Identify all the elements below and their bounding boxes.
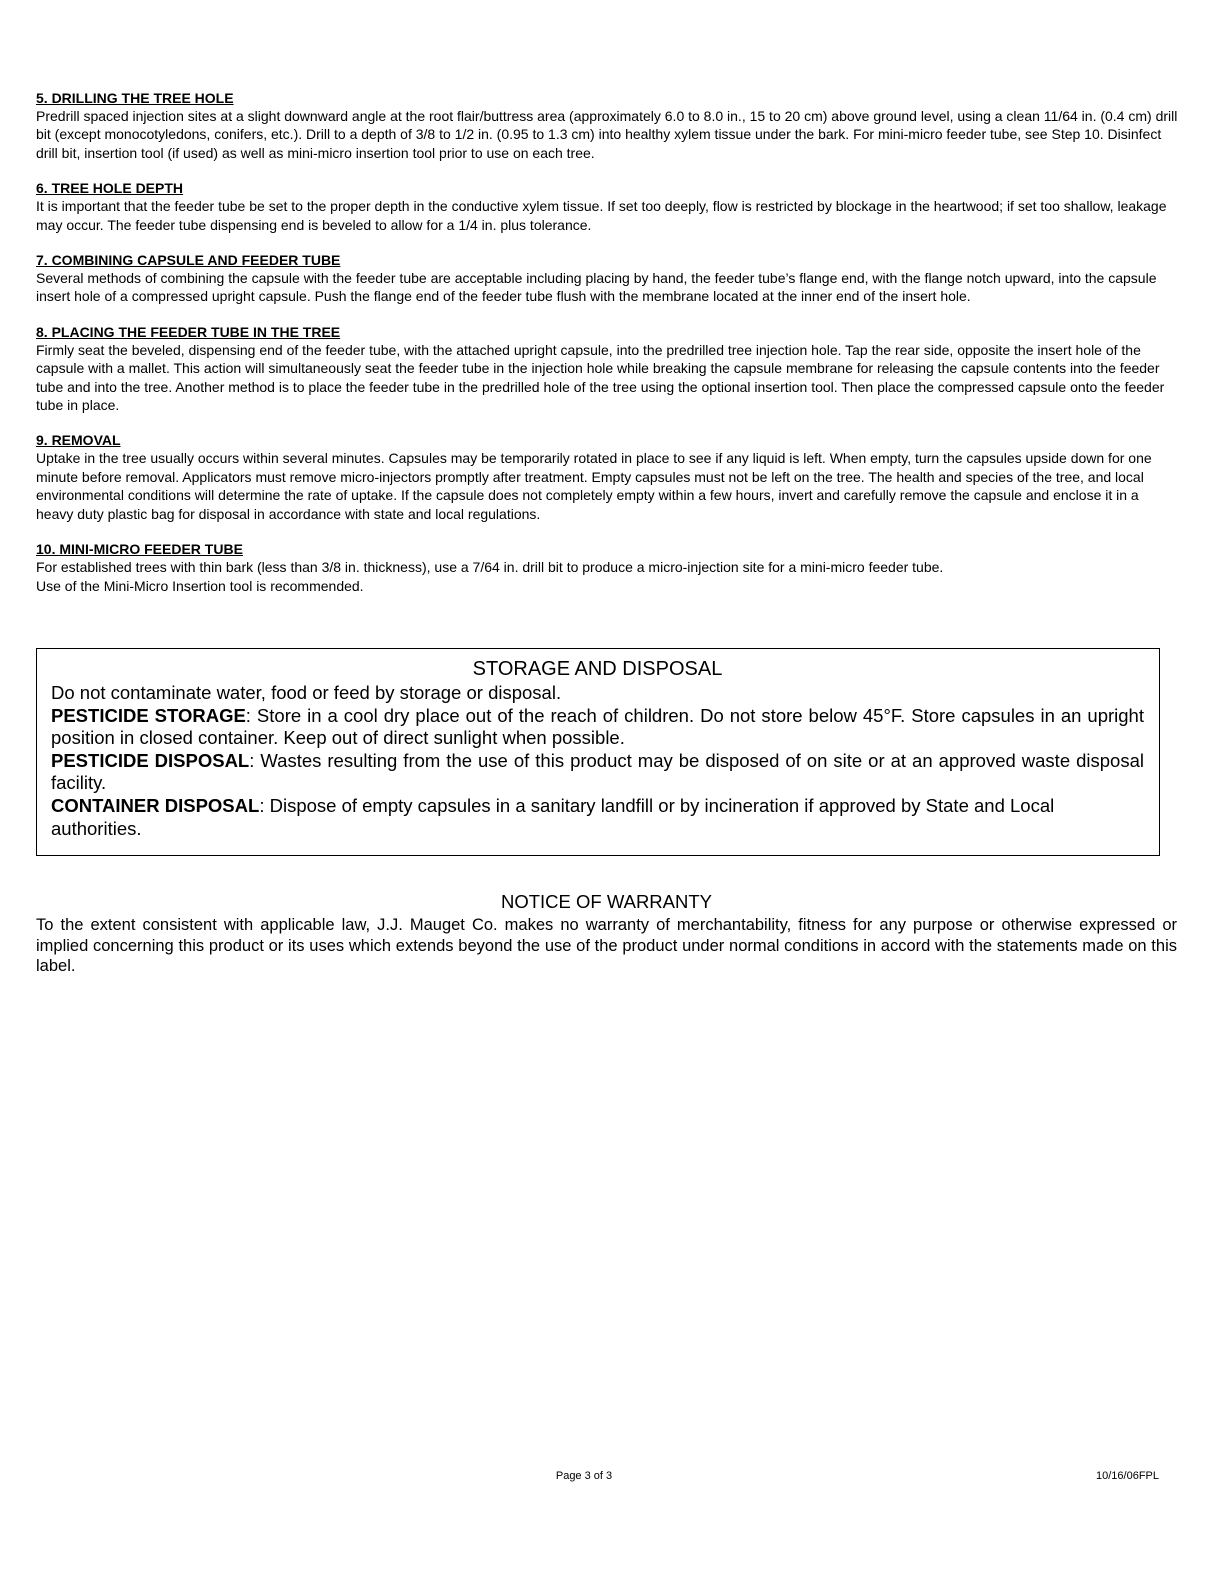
document-code: 10/16/06FPL [1096, 1470, 1159, 1482]
warranty-text: To the extent consistent with applicable law, J.J. Mauget Co. makes no warranty of merchantability, fitness for any purpose or otherwise expressed or implied concerning this product or its uses which extends beyond the use of the product under normal conditions in accord with the statements made on this label. [36, 916, 1177, 976]
step-drilling [36, 89, 1178, 162]
step-placing [36, 323, 1178, 415]
container-disposal [51, 795, 1144, 840]
step-body: It is important that the feeder tube be set to the proper depth in the conductive xylem tissue. If set too deeply, flow is restricted by blockage in the heartwood; if set too shallow, leakage may occur. The feeder tube dispensing end is beveled to allow for a 1/4 in. plus tolerance. [36, 198, 1167, 233]
container-disposal-text: : Dispose of empty capsules in a sanitary landfill or by incineration if approved by State and Local authorities. [51, 794, 1055, 839]
pesticide-storage-text: : Store in a cool dry place out of the reach of children. Do not store below 45°F. Store capsules in an upright position in closed container. Keep out of direct sunlight when possible. [51, 704, 1144, 749]
page-number-text: Page 3 of 3 [555, 1470, 613, 1482]
storage-heading: STORAGE AND DISPOSAL [472, 658, 723, 680]
step-body: Uptake in the tree usually occurs within several minutes. Capsules may be temporarily rotated in place to see if any liquid is left. When empty, turn the capsules upside down for one minute before removal. Applicators must remove micro-injectors promptly after treatment. Empty capsules must not be left on the tree. The health and species of the tree, and local environmental conditions will determine the rate of uptake. If the capsule does not completely empty within a few hours, invert and carefully remove the capsule and enclose it in a heavy duty plastic bag for disposal in accordance with state and local regulations. [36, 450, 1152, 522]
step-body: For established trees with thin bark (less than 3/8 in. thickness), use a 7/64 in. drill bit to produce a micro-injection site for a mini-micro feeder tube. [36, 559, 944, 576]
pesticide-storage-label: PESTICIDE STORAGE [51, 704, 246, 726]
step-title: 9. REMOVAL [36, 432, 121, 449]
step-title: 5. DRILLING THE TREE HOLE [36, 90, 234, 106]
step-title: 8. PLACING THE FEEDER TUBE IN THE TREE [36, 323, 341, 340]
step-title: 7. COMBINING CAPSULE AND FEEDER TUBE [36, 252, 341, 269]
step-body: Predrill spaced injection sites at a slight downward angle at the root flair/buttress area (approximately 6.0 to 8.0 in., 15 to 20 cm) above ground level, using a clean 11/64 in. (0.4 cm) drill bit (except monocotyledons, conifers, etc.). Drill to a depth of 3/8 to 1/2 in. (0.95 to 1.3 cm) into healthy xylem tissue under the bark. For mini-micro feeder tube, see Step 10. Disinfect drill bit, insertion tool (if used) as well as mini-micro insertion tool prior to use on each tree. [36, 108, 1178, 161]
pesticide-storage [51, 705, 1144, 750]
pesticide-disposal [51, 750, 1144, 795]
step-title: 6. TREE HOLE DEPTH [36, 180, 184, 197]
container-disposal-label: CONTAINER DISPOSAL [51, 794, 260, 816]
storage-disposal-box [36, 648, 1160, 856]
step-body: Several methods of combining the capsule with the feeder tube are acceptable including placing by hand, the feeder tube’s flange end, with the flange notch upward, into the capsule insert hole of a compressed upright capsule. Push the flange end of the feeder tube flush with the membrane located at the inner end of the insert hole. [36, 270, 1157, 305]
step-hole-depth [36, 179, 1178, 234]
step-removal [36, 431, 1178, 523]
step-title: 10. MINI-MICRO FEEDER TUBE [36, 541, 243, 558]
pesticide-disposal-label: PESTICIDE DISPOSAL [51, 749, 250, 771]
warranty-heading: NOTICE OF WARRANTY [500, 891, 713, 912]
step-body: Firmly seat the beveled, dispensing end of the feeder tube, with the attached upright capsule, into the predrilled tree injection hole. Tap the rear side, opposite the insert hole of the capsule with a mallet. This action will simultaneously seat the feeder tube in the injection hole while breaking the capsule membrane for releasing the capsule contents into the feeder tube and into the tree. Another method is to place the feeder tube in the predrilled hole of the tree using the optional insertion tool. Then place the compressed capsule onto the feeder tube in place. [36, 341, 1165, 414]
step-mini-micro [36, 540, 1178, 595]
storage-intro: Do not contaminate water, food or feed by storage or disposal. [51, 682, 562, 703]
warranty-section [36, 890, 1177, 977]
step-combining [36, 251, 1178, 306]
step-body-note: Use of the Mini-Micro Insertion tool is recommended. [36, 577, 364, 594]
pesticide-disposal-text: : Wastes resulting from the use of this product may be disposed of on site or at an approved waste disposal facility. [51, 749, 1144, 794]
page-number [0, 1469, 1214, 1483]
directions-steps [36, 89, 1178, 612]
